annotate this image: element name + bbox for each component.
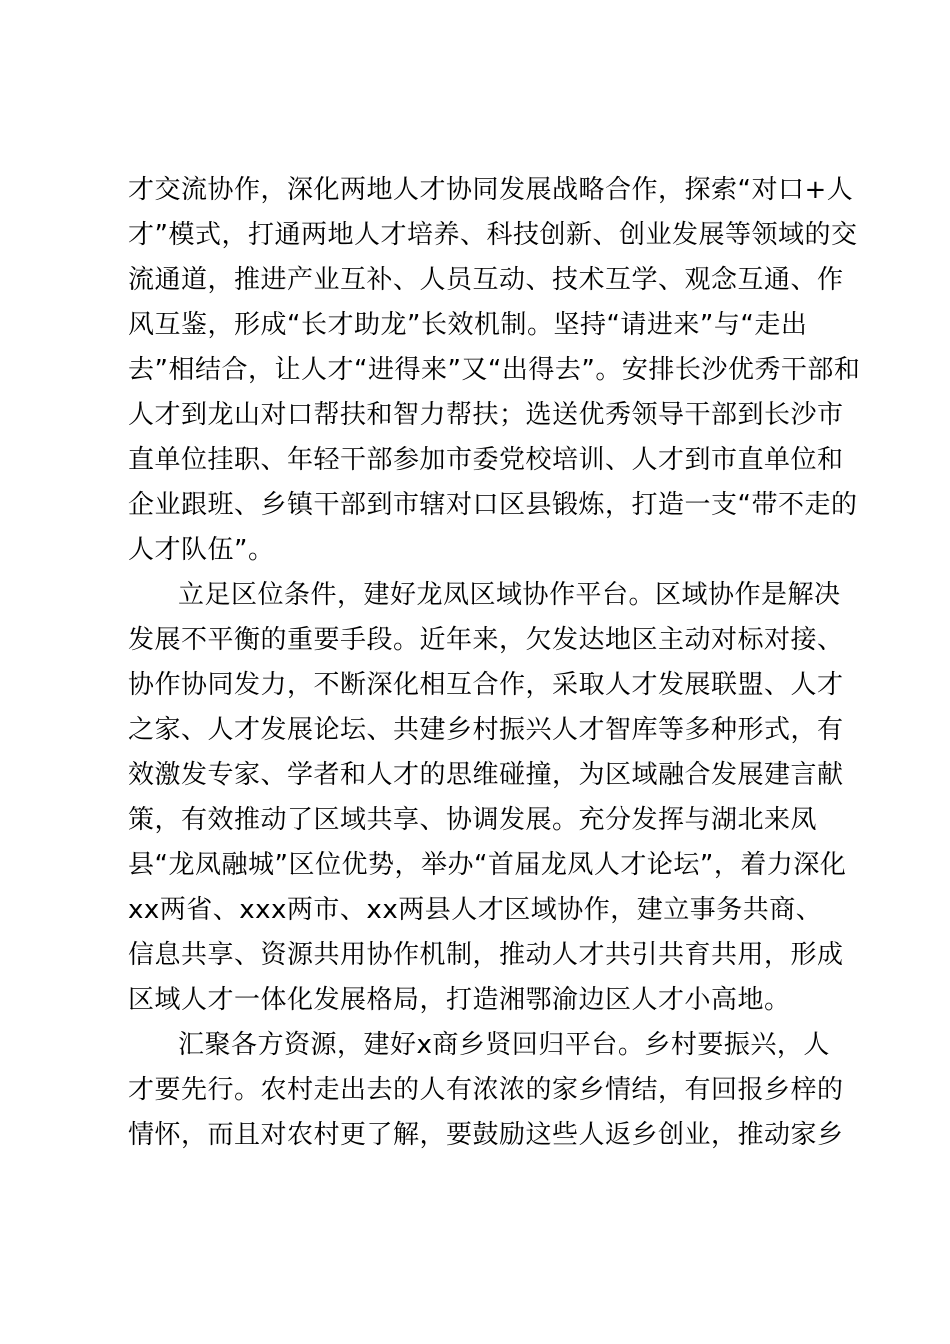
text-line: 风互鉴，形成“长才助龙”长效机制。坚持“请进来”与“走出 — [128, 310, 808, 340]
text-line: 效激发专家、学者和人才的思维碰撞，为区域融合发展建言献 — [128, 760, 844, 790]
text-line: 企业跟班、乡镇干部到市辖对口区县锻炼，打造一支“带不走的 — [128, 490, 858, 520]
text-line: 流通道，推进产业互补、人员互动、技术互学、观念互通、作 — [128, 265, 844, 295]
text-line: 人才到龙山对口帮扶和智力帮扶；选送优秀领导干部到长沙市 — [128, 400, 844, 430]
text-line: 直单位挂职、年轻干部参加市委党校培训、人才到市直单位和 — [128, 445, 844, 475]
text-line: 协作协同发力，不断深化相互合作，采取人才发展联盟、人才 — [128, 670, 844, 700]
text-line: 县“龙凤融城”区位优势，举办“首届龙凤人才论坛”，着力深化 — [128, 850, 847, 880]
text-line: 之家、人才发展论坛、共建乡村振兴人才智库等多种形式，有 — [128, 715, 844, 745]
paragraph-heading-line: 立足区位条件，建好龙凤区域协作平台。区域协作是解决 — [178, 580, 841, 610]
text-line: 人才队伍”。 — [128, 535, 275, 565]
text-line: 才”模式，打通两地人才培养、科技创新、创业发展等领域的交 — [128, 220, 858, 250]
text-line: 情怀，而且对农村更了解，要鼓励这些人返乡创业，推动家乡 — [128, 1120, 844, 1150]
text-line: 去”相结合，让人才“进得来”又“出得去”。安排长沙优秀干部和 — [128, 355, 861, 385]
text-line: 信息共享、资源共用协作机制，推动人才共引共育共用，形成 — [128, 940, 844, 970]
text-line: 区域人才一体化发展格局，打造湘鄂渝边区人才小高地。 — [128, 985, 791, 1015]
paragraph-heading-line: 汇聚各方资源，建好x商乡贤回归平台。乡村要振兴，人 — [178, 1030, 830, 1060]
text-line: 才要先行。农村走出去的人有浓浓的家乡情结，有回报乡梓的 — [128, 1075, 844, 1105]
text-line: 发展不平衡的重要手段。近年来，欠发达地区主动对标对接、 — [128, 625, 844, 655]
text-line: 策，有效推动了区域共享、协调发展。充分发挥与湖北来凤 — [128, 805, 818, 835]
text-line: xx两省、xxx两市、xx两县人才区域协作，建立事务共商、 — [128, 895, 823, 925]
text-line: 才交流协作，深化两地人才协同发展战略合作，探索“对口+人 — [128, 175, 854, 205]
